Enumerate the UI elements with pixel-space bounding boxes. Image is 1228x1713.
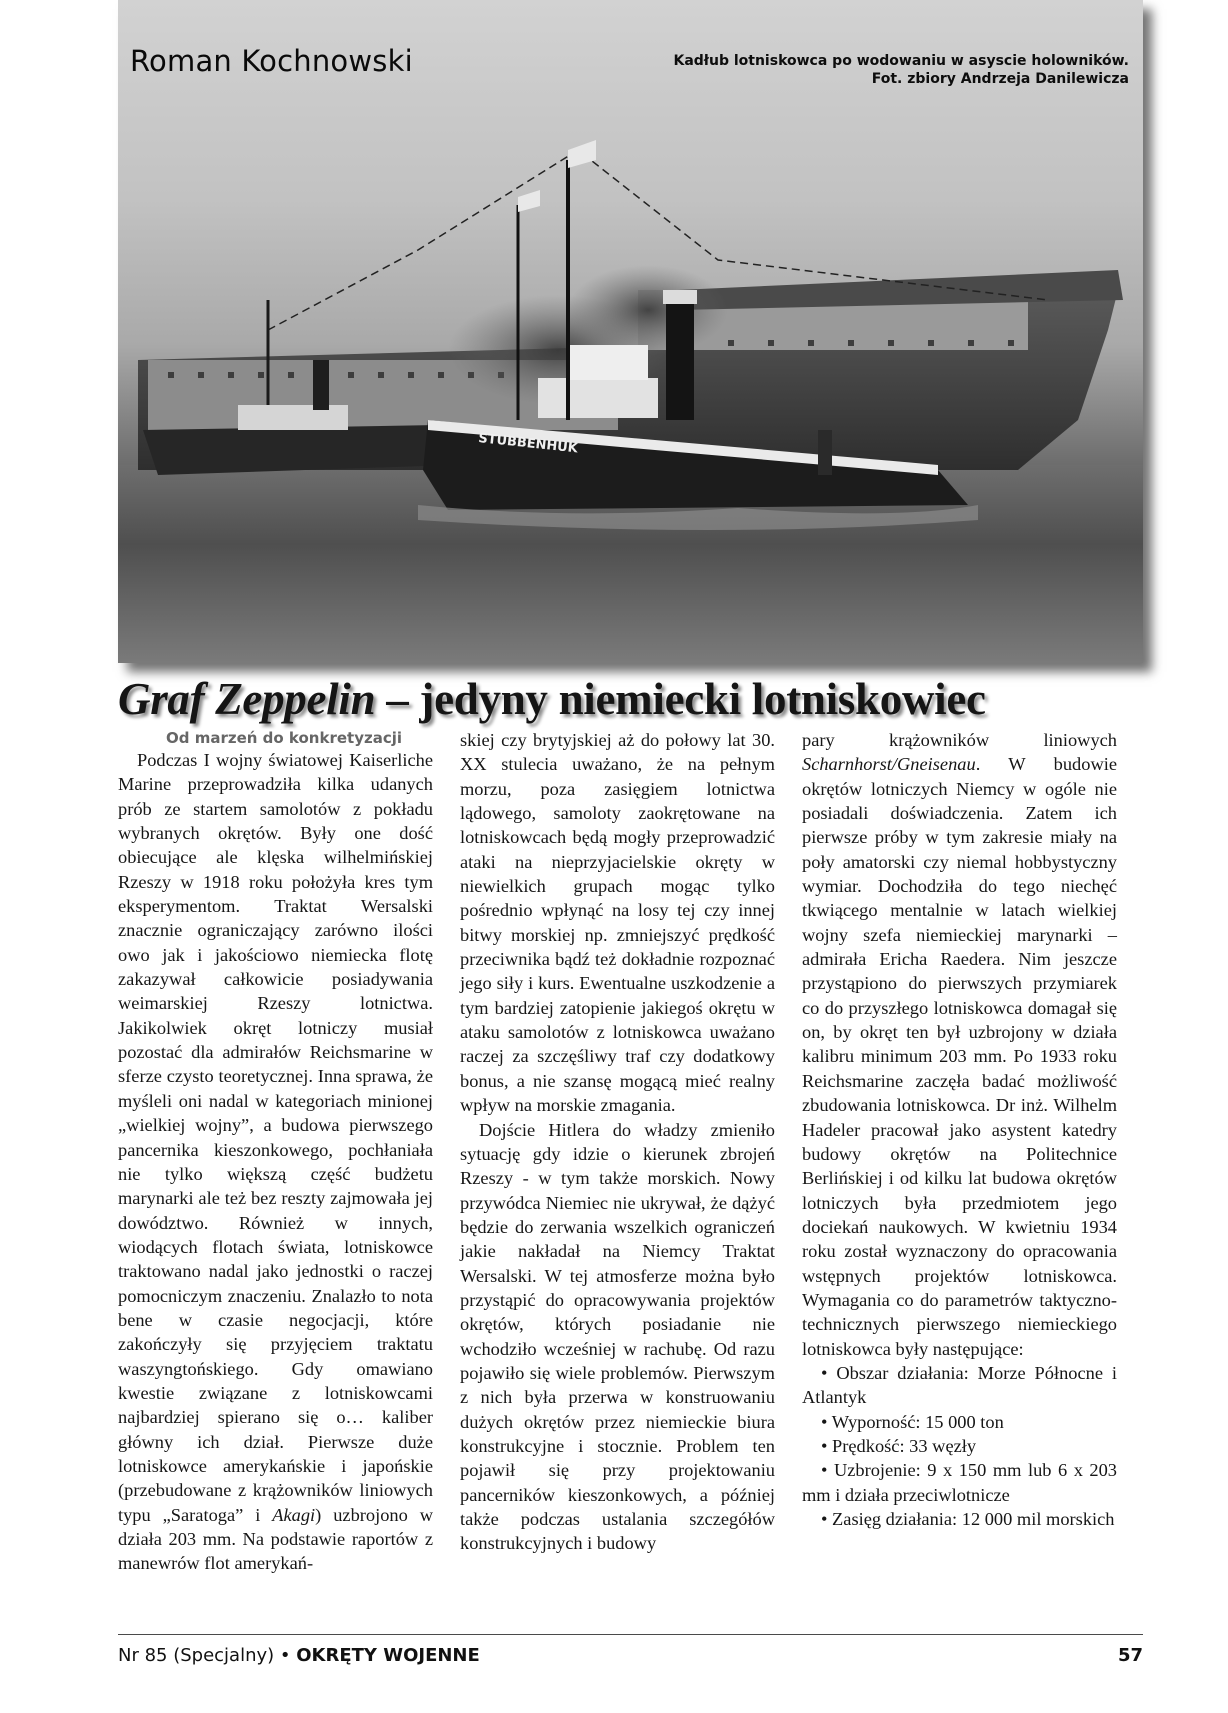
magazine-name: OKRĘTY WOJENNE <box>296 1645 480 1666</box>
paragraph: skiej czy brytyjskiej aż do połowy lat 30. XX stulecia uważano, że na pełnym morzu, poza zasięgiem lotnictwa lądowego, samoloty zaokrętowane na lotniskowcach będą mogły przeprowadzić ataki na nieprzyjacielskie okręty w niewielkich grupach mogąc tylko pośrednio wpłynąć na losy tej czy innej bitwy morskiej np. zmniejszyć prędkość przeciwnika bądź też dokładnie rozpoznać jego siły i kurs. Ewentualne uszkodzenie a tym bardziej zatopienie jakiegoś okrętu w ataku samolotów z lotniskowca uważano raczej za szczęśliwy traf czy dodatkowy bonus, a nie szansę mogącą mieć realny wpływ na morskie zmagania. <box>460 730 775 1116</box>
title-rest: – jedyny niemiecki lotniskowiec <box>375 674 986 724</box>
text-column-3 <box>802 728 1117 1531</box>
paragraph <box>802 728 1117 1361</box>
list-item: • Uzbrojenie: 9 x 150 mm lub 6 x 203 mm i działa przeciwlotnicze <box>802 1458 1117 1507</box>
lead-photo <box>118 0 1143 663</box>
tug-name-label: STUBBENHUK <box>477 431 579 457</box>
photo-caption <box>629 52 1129 88</box>
title-ship-name: Graf Zeppelin <box>118 674 376 724</box>
text-column-2 <box>460 728 775 1556</box>
section-subheading: Od marzeń do konkretyzacji <box>166 729 403 747</box>
paragraph-text: Podczas I wojny światowej Kaiserliche Marine przeprowadziła kilka udanych prób ze startem samolotów z pokładu wybranych okrętów. Były one dość obiecujące ale klęska wilhelmińskiej Rzeszy w 1918 roku położyła kres tym eksperymentom. Traktat Wersalski znacznie ograniczający zarówno ilości owo jak i jakościowo niemiecka flotę zakazywał całkowicie posiadywania weimarskiej Rzeszy lotnictwa. Jakikolwiek okręt lotniczy musiał pozostać dla admirałów Reichsmarine w sferze czysto teoretycznej. Inna sprawa, że myśleli oni nadal w kategoriach minionej „wielkiej wojny”, a budowa pierwszego pancernika kieszonkowego, pochłaniała nie tylko większą część budżetu marynarki ale też bez reszty zajmowała jej dowództwo. Również w innych, wiodących flotach świata, lotniskowce traktowano nadal jako jednostki o raczej pomocniczym znaczeniu. Znalazło to nota bene w czasie negocjacji, które zakończyły się przyjęciem traktatu waszyngtońskiego. Gdy omawiano kwestie związane z lotniskowcami najbardziej spierano się o… kaliber główny ich dział. Pierwsze duże lotniskowce amerykańskie i japońskie (przebudowane z krążowników liniowych typu „Saratoga” i <box>118 750 433 1525</box>
footer-issue <box>118 1645 480 1666</box>
caption-line-1: Kadłub lotniskowca po wodowaniu w asyscie holowników. <box>673 53 1129 69</box>
paragraph <box>118 748 433 1576</box>
paragraph-text-end: ) uzbrojono w działa 203 mm. Na podstawie raportów z manewrów flot amerykań- <box>118 1504 434 1574</box>
list-item: • Obszar działania: Morze Północne i Atlantyk <box>802 1361 1117 1410</box>
paragraph-text: . W budowie okrętów lotniczych Niemcy w ogóle nie posiadali doświadczenia. Zatem ich pierwsze próby w tym zakresie miały na poły amatorski czy niemal hobbystyczny wymiar. Dochodziła do tego niechęć tkwiącego mentalnie w latach wielkiej wojny szefa niemieckiej marynarki – admirała Ericha Raedera. Nim jeszcze przystąpiono do pierwszych przymiarek co do przyszłego lotniskowca domagał się on, by okręt ten był uzbrojony w działa kalibru minimum 203 mm. Po 1933 roku Reichsmarine zaczęła badać możliwość zbudowania lotniskowca. Dr inż. Wilhelm Hadeler pracował jako asystent katedry budowy okrętów na Politechnice Berlińskiej i od kilku lat budowa okrętów lotniczych była przedmiotem jego dociekań naukowych. W kwietniu 1934 roku został wyznaczony do opracowania wstępnych projektów lotniskowca. Wymagania co do parametrów taktyczno-technicznych pierwszego niemieckiego lotniskowca były następujące: <box>802 754 1117 1359</box>
author-name: Roman Kochnowski <box>130 44 413 78</box>
requirements-list <box>802 1361 1117 1531</box>
paragraph: Dojście Hitlera do władzy zmieniło sytuację gdy idzie o kierunek zbrojeń Rzeszy - w tym także morskich. Nowy przywódca Niemiec nie ukrywał, że dążyć będzie do zerwania wszelkich ograniczeń jakie nakładał na Niemcy Traktat Wersalski. W tej atmosferze można było przystąpić do opracowywania projektów okrętów, których posiadanie nie wchodziło wcześniej w rachubę. Od razu pojawiło się wiele problemów. Pierwszym z nich była przerwa w konstruowaniu dużych okrętów przez niemieckie biura konstrukcyjne i stocznie. Problem ten pojawił się przy projektowaniu pancerników kieszonkowych, a później także podczas ustalania szczegółów konstrukcyjnych i budowy <box>460 1119 775 1554</box>
paragraph-text-start: pary krążowników liniowych <box>802 730 1117 750</box>
ship-names: Scharnhorst/Gneisenau <box>802 754 976 775</box>
issue-label: Nr 85 (Specjalny) • <box>118 1645 297 1666</box>
page-number: 57 <box>1117 1645 1143 1666</box>
article-title <box>118 673 1143 725</box>
caption-line-2: Fot. zbiory Andrzeja Danilewicza <box>871 71 1129 87</box>
list-item: • Wyporność: 15 000 ton <box>802 1410 1117 1434</box>
photo-frame <box>118 0 1143 663</box>
ship-name-akagi: Akagi <box>272 1504 316 1525</box>
ship-photo-illustration <box>118 0 1143 663</box>
footer-divider <box>118 1634 1143 1635</box>
text-column-1 <box>118 728 433 1576</box>
list-item: • Prędkość: 33 węzły <box>802 1434 1117 1458</box>
list-item: • Zasięg działania: 12 000 mil morskich <box>802 1507 1117 1531</box>
